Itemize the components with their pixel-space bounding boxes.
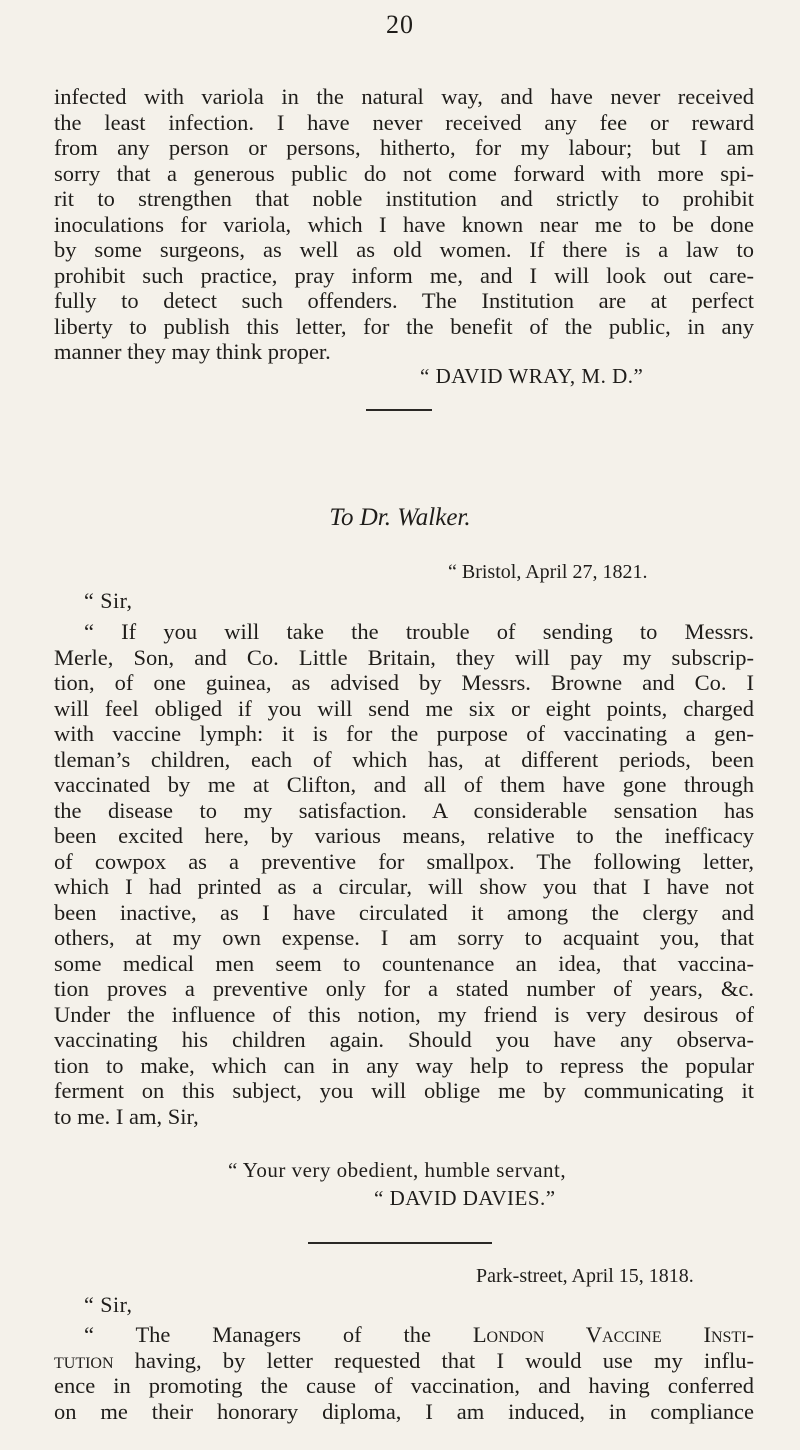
text-line: some medical men seem to countenance an idea, that vaccina- [54, 950, 754, 976]
text-line: fully to detect such offenders. The Institution are at perfect [54, 288, 754, 313]
text-line: infected with variola in the natural way, and have never received [54, 84, 754, 109]
text-line: rit to strengthen that noble institution and strictly to prohibit [54, 186, 754, 211]
text-line: vaccinated by me at Clifton, and all of them have gone through [54, 772, 754, 797]
text-line: ferment on this subject, you will oblige me by communicating it [54, 1078, 754, 1103]
signature-davies: “ DAVID DAVIES.” [374, 1186, 556, 1210]
text-line: which I had printed as a circular, will show you that I have not [54, 874, 754, 899]
text-line: “ If you will take the trouble of sending to Messrs. [84, 619, 754, 644]
dateline-park-street: Park-street, April 15, 1818. [476, 1265, 694, 1287]
text-line: manner they may think proper. [54, 339, 331, 364]
text-line: Under the influence of this notion, my friend is very desirous of [54, 1001, 754, 1027]
salutation-sir: “ Sir, [84, 588, 133, 613]
text-line: tleman’s children, each of which has, at different periods, been [54, 746, 754, 772]
text-line: ence in promoting the cause of vaccination, and having conferred [54, 1373, 754, 1398]
text-line: tion to make, which can in any way help to repress the popular [54, 1052, 754, 1078]
text-line: Merle, Son, and Co. Little Britain, they will pay my subscrip- [54, 644, 754, 670]
text-line: prohibit such practice, pray inform me, and I will look out care- [54, 262, 754, 288]
text-line: with vaccine lymph: it is for the purpose of vaccinating a gen- [54, 721, 754, 746]
letter-wray-text [54, 84, 754, 365]
text-line: tion proves a preventive only for a stated number of years, &c. [54, 976, 754, 1001]
text-line: liberty to publish this letter, for the benefit of the public, in any [54, 313, 754, 339]
text-line: been inactive, as I have circulated it among the clergy and [54, 899, 754, 925]
page-number: 20 [386, 10, 414, 39]
text-line: tution having, by letter requested that I would use my influ- [54, 1347, 754, 1373]
text-line: others, at my own expense. I am sorry to acquaint you, that [54, 925, 754, 950]
signature-wray: “ DAVID WRAY, M. D.” [420, 364, 644, 388]
text-line: sorry that a generous public do not come forward with more spi- [54, 160, 754, 186]
text-line: on me their honorary diploma, I am induced, in compliance [54, 1398, 754, 1424]
text-line: of cowpox as a preventive for smallpox. The following letter, [54, 848, 754, 874]
text-line: tion, of one guinea, as advised by Messrs. Browne and Co. I [54, 670, 754, 695]
letter-managers-text [54, 1322, 754, 1424]
letter-davies-text [54, 619, 754, 1129]
text-line: by some surgeons, as well as old women. If there is a law to [54, 237, 754, 262]
text-line: the least infection. I have never received any fee or reward [54, 109, 754, 135]
salutation-sir-2: “ Sir, [84, 1292, 133, 1317]
text-line: vaccinating his children again. Should you have any observa- [54, 1027, 754, 1052]
text-line: the disease to my satisfaction. A considerable sensation has [54, 797, 754, 823]
text-line: will feel obliged if you will send me six or eight points, charged [54, 695, 754, 721]
closing-line: “ Your very obedient, humble servant, [228, 1158, 567, 1182]
section-divider [366, 409, 432, 411]
letter-divider [308, 1242, 492, 1244]
letter-heading: To Dr. Walker. [329, 504, 471, 531]
text-line: been excited here, by various means, relative to the inefficacy [54, 823, 754, 848]
text-line: inoculations for variola, which I have known near me to be done [54, 211, 754, 237]
dateline-bristol: “ Bristol, April 27, 1821. [448, 561, 648, 583]
text-line: “ The Managers of the London Vaccine Insti- [84, 1322, 754, 1347]
text-line: from any person or persons, hitherto, for my labour; but I am [54, 135, 754, 160]
institution-name: London Vaccine Insti- [472, 1322, 754, 1347]
text-line: to me. I am, Sir, [54, 1103, 199, 1129]
